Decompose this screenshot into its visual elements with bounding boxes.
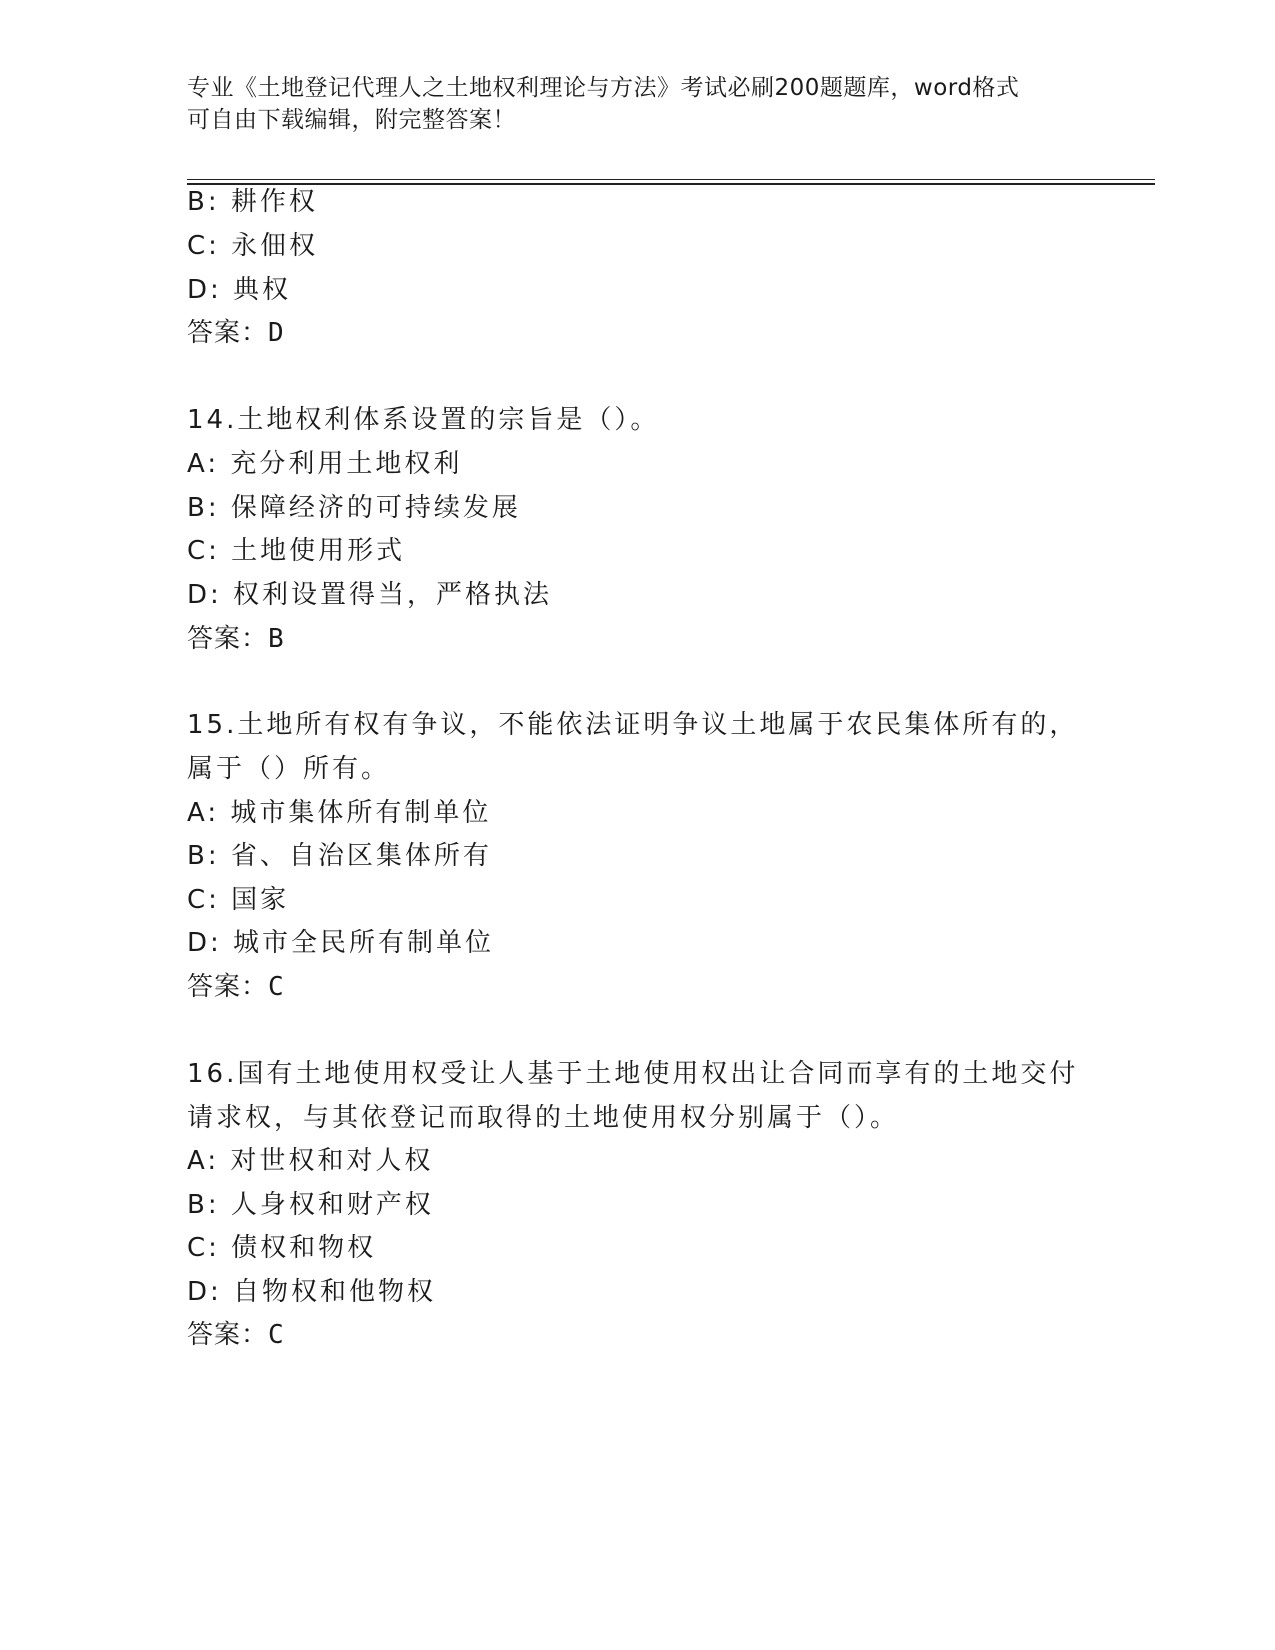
q15-option-a: A: 城市集体所有制单位 [187, 798, 492, 828]
q16-question-line-1: 16.国有土地使用权受让人基于土地使用权出让合同而享有的土地交付 [187, 1059, 1079, 1089]
q13-option-d: D: 典权 [187, 275, 292, 305]
q16-answer-label: 答案： [187, 1320, 269, 1350]
header-title-line-2: 可自由下载编辑，附完整答案！ [187, 107, 516, 133]
q14-answer-label: 答案： [187, 624, 269, 654]
q15-option-d: D: 城市全民所有制单位 [187, 928, 495, 958]
header-title-line-1: 专业《土地登记代理人之土地权利理论与方法》考试必刷200题题库，word格式 [187, 75, 1020, 101]
q15-option-b: B: 省、自治区集体所有 [187, 841, 492, 871]
q15-option-c: C: 国家 [187, 885, 290, 915]
q13-option-c: C: 永佃权 [187, 231, 319, 261]
q14-option-c: C: 土地使用形式 [187, 536, 406, 566]
q16-option-c: C: 债权和物权 [187, 1233, 377, 1263]
header-divider-thin [187, 179, 1155, 180]
q15-question-line-1: 15.土地所有权有争议，不能依法证明争议土地属于农民集体所有的， [187, 710, 1079, 740]
q15-answer [187, 970, 285, 1004]
q15-question-line-2: 属于（）所有。 [187, 754, 391, 784]
q13-answer-value: D [268, 318, 285, 348]
q14-option-d: D: 权利设置得当，严格执法 [187, 580, 553, 610]
q13-answer-label: 答案： [187, 318, 269, 348]
q14-question: 14.土地权利体系设置的宗旨是（）。 [187, 405, 660, 435]
document-header [187, 72, 1067, 136]
header-divider-thick [187, 183, 1155, 185]
q16-option-d: D: 自物权和他物权 [187, 1277, 437, 1307]
q16-question-line-2: 请求权，与其依登记而取得的土地使用权分别属于（）。 [187, 1103, 900, 1133]
q16-option-b: B: 人身权和财产权 [187, 1190, 434, 1220]
q14-answer [187, 622, 285, 656]
q16-option-a: A: 对世权和对人权 [187, 1146, 434, 1176]
q14-option-a: A: 充分利用土地权利 [187, 449, 463, 479]
q14-option-b: B: 保障经济的可持续发展 [187, 493, 521, 523]
q13-option-b: B: 耕作权 [187, 187, 318, 217]
q13-answer [187, 316, 285, 350]
q16-answer [187, 1318, 285, 1352]
q15-answer-value: C [268, 972, 285, 1002]
q16-answer-value: C [268, 1320, 285, 1350]
q14-answer-value: B [268, 624, 285, 654]
q15-answer-label: 答案： [187, 972, 269, 1002]
